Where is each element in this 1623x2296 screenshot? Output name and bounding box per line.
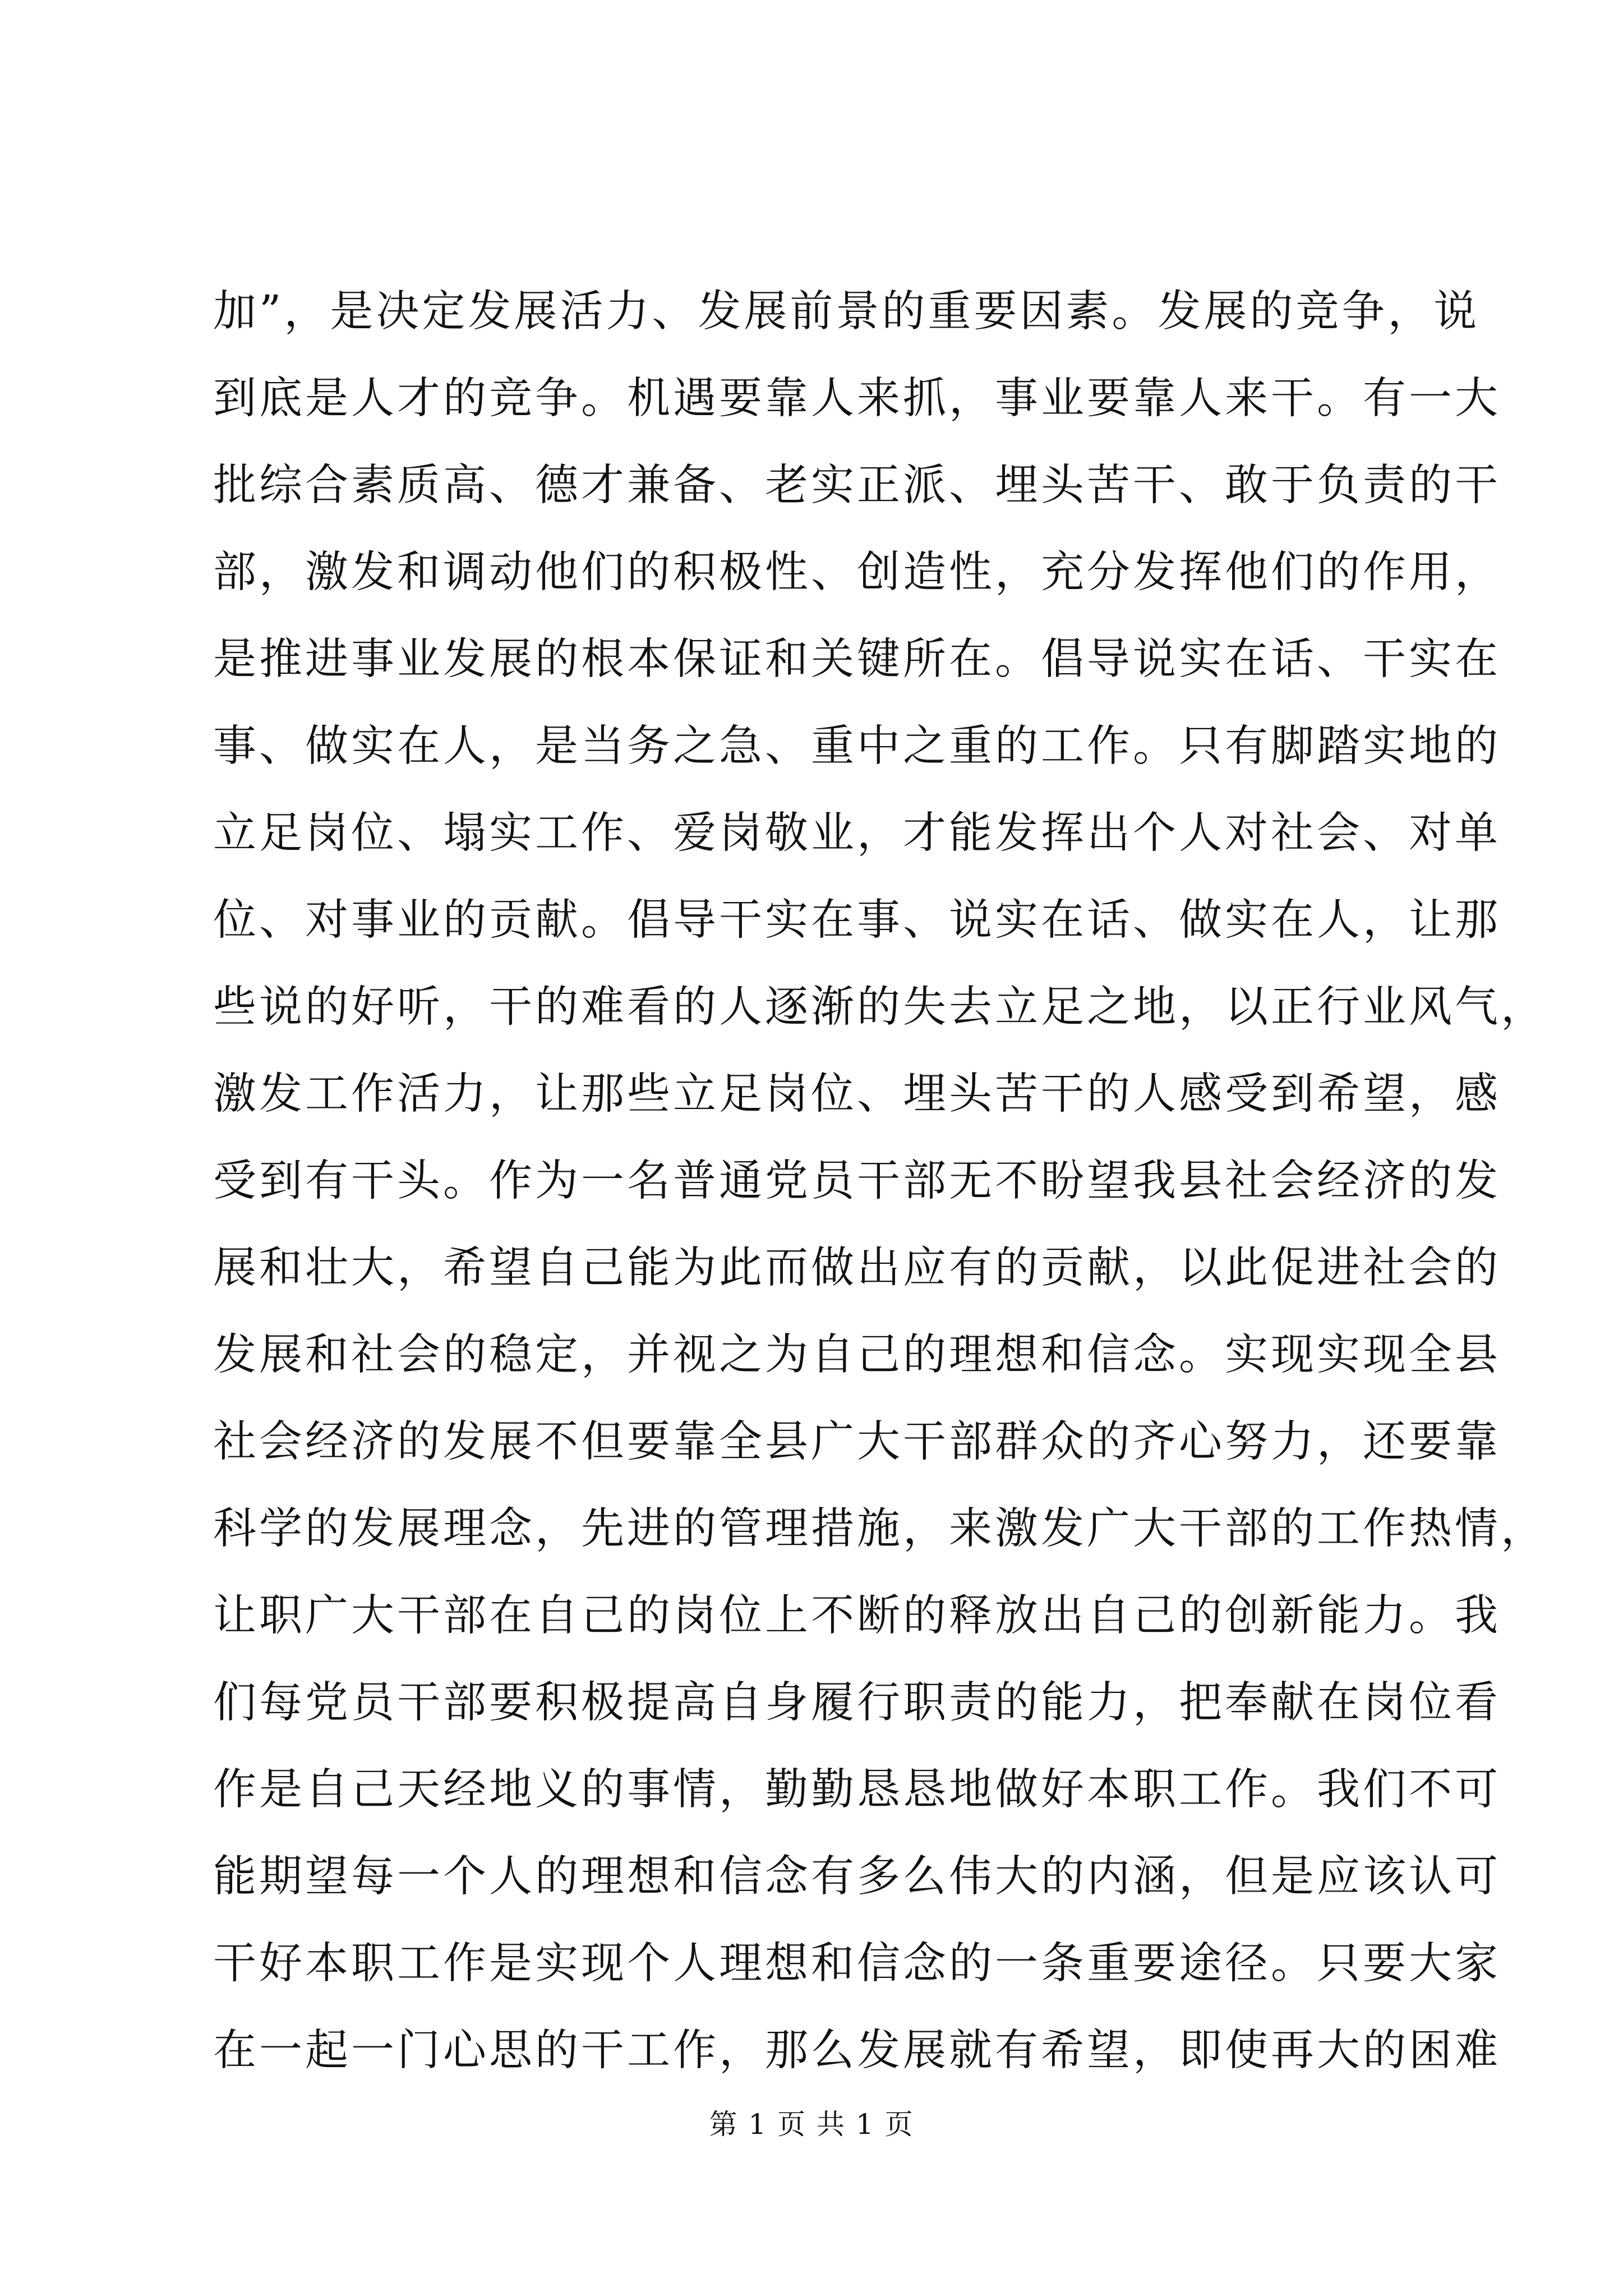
text-line: 到底是人才的竞争。机遇要靠人来抓，事业要靠人来干。有一大: [213, 374, 1501, 424]
text-line: 事、做实在人，是当务之急、重中之重的工作。只有脚踏实地的: [213, 721, 1501, 771]
body-text: [213, 268, 1547, 2094]
text-line: 能期望每一个人的理想和信念有多么伟大的内涵，但是应该认可: [213, 1852, 1501, 1902]
text-line: 批综合素质高、德才兼备、老实正派、埋头苦干、敢于负责的干: [213, 461, 1501, 510]
page-number-footer: 第 1 页 共 1 页: [709, 2108, 914, 2141]
text-line: 加”，是决定发展活力、发展前景的重要因素。发展的竞争，说: [213, 287, 1480, 337]
text-line: 社会经济的发展不但要靠全县广大干部群众的齐心努力，还要靠: [213, 1417, 1501, 1467]
text-line: 发展和社会的稳定，并视之为自己的理想和信念。实现实现全县: [213, 1330, 1501, 1380]
text-line: 是推进事业发展的根本保证和关键所在。倡导说实在话、干实在: [213, 634, 1501, 684]
text-line: 科学的发展理念，先进的管理措施，来激发广大干部的工作热情，: [213, 1504, 1547, 1554]
text-line: 作是自己天经地义的事情，勤勤恳恳地做好本职工作。我们不可: [213, 1765, 1501, 1815]
text-line: 激发工作活力，让那些立足岗位、埋头苦干的人感受到希望，感: [213, 1069, 1501, 1119]
text-line: 立足岗位、塌实工作、爱岗敬业，才能发挥出个人对社会、对单: [213, 808, 1501, 858]
text-line: 些说的好听，干的难看的人逐渐的失去立足之地，以正行业风气，: [213, 982, 1547, 1032]
text-line: 在一起一门心思的干工作，那么发展就有希望，即使再大的困难: [213, 2026, 1501, 2076]
text-line: 们每党员干部要积极提高自身履行职责的能力，把奉献在岗位看: [213, 1678, 1501, 1728]
text-line: 干好本职工作是实现个人理想和信念的一条重要途径。只要大家: [213, 1939, 1501, 1989]
text-line: 让职广大干部在自己的岗位上不断的释放出自己的创新能力。我: [213, 1591, 1501, 1641]
text-line: 部，激发和调动他们的积极性、创造性，充分发挥他们的作用，: [213, 547, 1501, 597]
text-line: 展和壮大，希望自己能为此而做出应有的贡献，以此促进社会的: [213, 1243, 1501, 1293]
text-line: 位、对事业的贡献。倡导干实在事、说实在话、做实在人，让那: [213, 895, 1501, 945]
text-line: 受到有干头。作为一名普通党员干部无不盼望我县社会经济的发: [213, 1156, 1501, 1206]
